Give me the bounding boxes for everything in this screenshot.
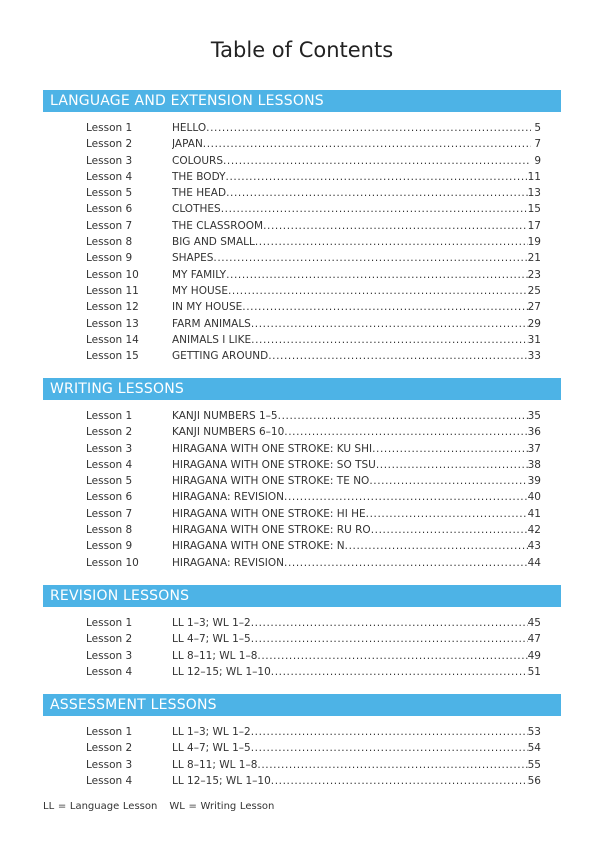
lesson-number: Lesson 6 — [86, 203, 133, 216]
toc-row — [86, 267, 541, 283]
dot-leader — [255, 234, 528, 250]
toc-entry — [172, 757, 541, 773]
page-number: 51 — [527, 665, 541, 678]
lesson-title: HELLO — [172, 122, 207, 134]
dot-leader — [223, 153, 531, 169]
page-number: 44 — [527, 556, 541, 569]
toc-row — [86, 332, 541, 348]
lesson-number: Lesson 14 — [86, 333, 139, 346]
lesson-number: Lesson 3 — [86, 442, 133, 455]
toc-entry — [172, 332, 541, 348]
section-rows-writing — [86, 408, 541, 571]
dot-leader — [371, 522, 528, 538]
toc-row — [86, 169, 541, 185]
lesson-title: HIRAGANA WITH ONE STROKE: TE NO — [172, 475, 370, 488]
lesson-number: Lesson 4 — [86, 774, 133, 787]
toc-row — [86, 664, 541, 680]
page-number: 25 — [527, 284, 541, 297]
lesson-title: THE CLASSROOM — [172, 219, 264, 232]
lesson-number: Lesson 9 — [86, 252, 133, 265]
lesson-number: Lesson 9 — [86, 540, 133, 553]
toc-row — [86, 424, 541, 440]
lesson-title: KANJI NUMBERS 1–5 — [172, 410, 278, 422]
lesson-title: LL 4–7; WL 1–5 — [172, 633, 251, 646]
lesson-number: Lesson 4 — [86, 170, 133, 183]
toc-row — [86, 538, 541, 554]
lesson-title: BIG AND SMALL — [172, 236, 255, 249]
lesson-number: Lesson 5 — [86, 187, 133, 200]
toc-entry — [172, 473, 541, 489]
toc-row — [86, 757, 541, 773]
dot-leader — [284, 424, 527, 440]
page-number: 37 — [527, 442, 541, 455]
toc-row — [86, 631, 541, 647]
page-number: 21 — [527, 252, 541, 265]
lesson-title: HIRAGANA WITH ONE STROKE: N — [172, 540, 345, 553]
lesson-number: Lesson 7 — [86, 219, 133, 232]
section-header-assessment: ASSESSMENT LESSONS — [43, 694, 561, 716]
lesson-title: ANIMALS I LIKE — [172, 333, 252, 346]
toc-entry — [172, 218, 541, 234]
page-number: 55 — [527, 758, 541, 771]
lesson-title: HIRAGANA WITH ONE STROKE: HI HE — [172, 507, 366, 520]
dot-leader — [251, 740, 528, 756]
page-number: 19 — [527, 236, 541, 249]
lesson-number: Lesson 8 — [86, 236, 133, 249]
lesson-number: Lesson 10 — [86, 556, 139, 569]
lesson-title: LL 1–3; WL 1–2 — [172, 726, 251, 738]
toc-entry — [172, 169, 541, 185]
dot-leader — [257, 757, 527, 773]
dot-leader — [372, 441, 528, 457]
toc-row — [86, 218, 541, 234]
toc-row — [86, 648, 541, 664]
lesson-title: SHAPES — [172, 252, 214, 265]
dot-leader — [251, 631, 528, 647]
dot-leader — [228, 283, 528, 299]
toc-row — [86, 773, 541, 789]
toc-row — [86, 457, 541, 473]
lesson-number: Lesson 3 — [86, 649, 133, 662]
toc-entry — [172, 506, 541, 522]
dot-leader — [242, 299, 527, 315]
footnote — [43, 801, 274, 812]
page-number: 39 — [527, 475, 541, 488]
lesson-title: HIRAGANA WITH ONE STROKE: RU RO — [172, 524, 371, 537]
toc-entry — [172, 522, 541, 538]
toc-entry — [172, 648, 541, 664]
lesson-number: Lesson 3 — [86, 154, 133, 167]
dot-leader — [284, 489, 528, 505]
page-number: 35 — [527, 410, 541, 422]
dot-leader — [345, 538, 528, 554]
lesson-number: Lesson 5 — [86, 475, 133, 488]
toc-row — [86, 506, 541, 522]
lesson-title: THE HEAD — [172, 187, 227, 200]
lesson-title: HIRAGANA WITH ONE STROKE: SO TSU — [172, 458, 376, 471]
page-number: 23 — [527, 268, 541, 281]
toc-entry — [172, 408, 541, 424]
footnote-ll: LL = Language Lesson — [43, 801, 158, 812]
page-number: 41 — [527, 507, 541, 520]
dot-leader — [369, 473, 527, 489]
lesson-title: LL 12–15; WL 1–10 — [172, 665, 271, 678]
toc-row — [86, 185, 541, 201]
page-number: 15 — [527, 203, 541, 216]
toc-entry — [172, 615, 541, 631]
toc-entry — [172, 740, 541, 756]
page-number: 13 — [527, 187, 541, 200]
toc-entry — [172, 538, 541, 554]
lesson-title: HIRAGANA: REVISION — [172, 491, 284, 504]
toc-entry — [172, 316, 541, 332]
lesson-title: KANJI NUMBERS 6–10 — [172, 426, 285, 439]
lesson-number: Lesson 6 — [86, 491, 133, 504]
page-number: 45 — [527, 617, 541, 629]
dot-leader — [251, 615, 528, 631]
lesson-title: IN MY HOUSE — [172, 301, 243, 314]
toc-entry — [172, 555, 541, 571]
lesson-number: Lesson 13 — [86, 317, 139, 330]
dot-leader — [251, 332, 527, 348]
toc-entry — [172, 424, 541, 440]
lesson-number: Lesson 4 — [86, 665, 133, 678]
page-number: 49 — [527, 649, 541, 662]
lesson-title: LL 4–7; WL 1–5 — [172, 742, 251, 755]
dot-leader — [284, 555, 528, 571]
toc-row — [86, 136, 541, 152]
toc-entry — [172, 664, 541, 680]
dot-leader — [251, 316, 528, 332]
toc-entry — [172, 724, 541, 740]
toc-row — [86, 120, 541, 136]
lesson-number: Lesson 1 — [86, 617, 133, 629]
page-number: 27 — [527, 301, 541, 314]
lesson-title: COLOURS — [172, 154, 223, 167]
toc-row — [86, 234, 541, 250]
lesson-title: THE BODY — [172, 170, 226, 183]
toc-row — [86, 250, 541, 266]
lesson-number: Lesson 11 — [86, 284, 139, 297]
toc-row — [86, 299, 541, 315]
toc-row — [86, 724, 541, 740]
toc-entry — [172, 489, 541, 505]
dot-leader — [278, 408, 528, 424]
page-number: 17 — [527, 219, 541, 232]
lesson-title: MY HOUSE — [172, 284, 228, 297]
lesson-number: Lesson 2 — [86, 742, 133, 755]
toc-entry — [172, 153, 541, 169]
lesson-number: Lesson 2 — [86, 633, 133, 646]
toc-entry — [172, 120, 541, 136]
dot-leader — [263, 218, 528, 234]
dot-leader — [226, 185, 528, 201]
toc-row — [86, 348, 541, 364]
lesson-title: FARM ANIMALS — [172, 317, 251, 330]
lesson-number: Lesson 12 — [86, 301, 139, 314]
dot-leader — [206, 120, 531, 136]
lesson-title: JAPAN — [172, 138, 203, 151]
page-number: 33 — [527, 350, 541, 363]
dot-leader — [226, 169, 528, 185]
lesson-number: Lesson 1 — [86, 410, 133, 422]
lesson-title: CLOTHES — [172, 203, 221, 216]
section-rows-language — [86, 120, 541, 364]
lesson-number: Lesson 1 — [86, 726, 133, 738]
toc-entry — [172, 283, 541, 299]
toc-entry — [172, 348, 541, 364]
toc-row — [86, 408, 541, 424]
toc-entry — [172, 631, 541, 647]
toc-entry — [172, 441, 541, 457]
lesson-title: HIRAGANA: REVISION — [172, 556, 284, 569]
dot-leader — [271, 664, 528, 680]
page-number: 36 — [527, 426, 541, 439]
page-number: 54 — [527, 742, 541, 755]
toc-entry — [172, 773, 541, 789]
toc-row — [86, 153, 541, 169]
page-title: Table of Contents — [210, 38, 394, 62]
lesson-title: LL 8–11; WL 1–8 — [172, 649, 258, 662]
page-number: 5 — [534, 122, 541, 134]
footnote-wl: WL = Writing Lesson — [169, 801, 275, 812]
dot-leader — [221, 201, 528, 217]
page-number: 53 — [527, 726, 541, 738]
lesson-number: Lesson 10 — [86, 268, 139, 281]
dot-leader — [257, 648, 527, 664]
page-number: 29 — [527, 317, 541, 330]
dot-leader — [271, 773, 528, 789]
toc-row — [86, 201, 541, 217]
lesson-number: Lesson 8 — [86, 524, 133, 537]
page-number: 31 — [527, 333, 541, 346]
lesson-number: Lesson 2 — [86, 426, 133, 439]
toc-row — [86, 473, 541, 489]
lesson-title: GETTING AROUND — [172, 350, 269, 363]
page-number: 43 — [527, 540, 541, 553]
dot-leader — [376, 457, 528, 473]
dot-leader — [213, 250, 527, 266]
toc-row — [86, 555, 541, 571]
lesson-title: MY FAMILY — [172, 268, 227, 281]
dot-leader — [268, 348, 527, 364]
dot-leader — [203, 136, 531, 152]
lesson-number: Lesson 7 — [86, 507, 133, 520]
toc-entry — [172, 185, 541, 201]
lesson-number: Lesson 3 — [86, 758, 133, 771]
lesson-title: LL 12–15; WL 1–10 — [172, 774, 271, 787]
toc-entry — [172, 234, 541, 250]
lesson-title: HIRAGANA WITH ONE STROKE: KU SHI — [172, 442, 373, 455]
lesson-title: LL 8–11; WL 1–8 — [172, 758, 258, 771]
page-number: 56 — [527, 774, 541, 787]
lesson-number: Lesson 1 — [86, 122, 133, 134]
page-number: 38 — [527, 458, 541, 471]
lesson-title: LL 1–3; WL 1–2 — [172, 617, 251, 629]
page-number: 42 — [527, 524, 541, 537]
toc-entry — [172, 267, 541, 283]
toc-row — [86, 522, 541, 538]
toc-entry — [172, 299, 541, 315]
toc-row — [86, 740, 541, 756]
section-rows-revision — [86, 615, 541, 680]
section-header-revision: REVISION LESSONS — [43, 585, 561, 607]
toc-row — [86, 615, 541, 631]
page-number: 9 — [534, 154, 541, 167]
toc-row — [86, 316, 541, 332]
page-number: 11 — [527, 170, 541, 183]
section-header-language: LANGUAGE AND EXTENSION LESSONS — [43, 90, 561, 112]
dot-leader — [226, 267, 528, 283]
toc-row — [86, 489, 541, 505]
toc-entry — [172, 136, 541, 152]
toc-row — [86, 283, 541, 299]
section-rows-assessment — [86, 724, 541, 789]
lesson-number: Lesson 4 — [86, 458, 133, 471]
lesson-number: Lesson 2 — [86, 138, 133, 151]
page-number: 47 — [527, 633, 541, 646]
toc-entry — [172, 201, 541, 217]
toc-entry — [172, 457, 541, 473]
section-header-writing: WRITING LESSONS — [43, 378, 561, 400]
lesson-number: Lesson 15 — [86, 350, 139, 363]
toc-entry — [172, 250, 541, 266]
page-number: 7 — [534, 138, 541, 151]
dot-leader — [366, 506, 528, 522]
toc-row — [86, 441, 541, 457]
page-number: 40 — [527, 491, 541, 504]
dot-leader — [251, 724, 528, 740]
